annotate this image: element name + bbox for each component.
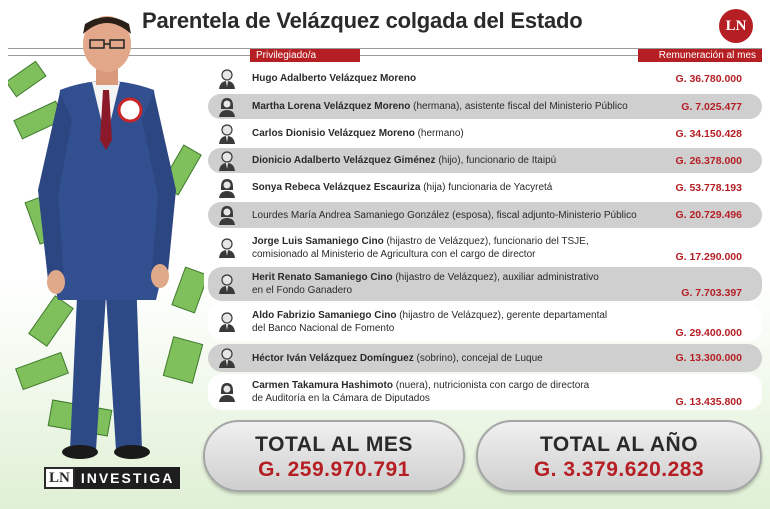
man-icon — [216, 237, 238, 259]
salary-amount: G. 26.378.000 — [675, 154, 742, 167]
person-detail: Lourdes María Andrea Samaniego González (esposa), fiscal adjunto-Ministerio Público — [252, 209, 637, 221]
ln-badge-label: INVESTIGA — [75, 467, 180, 489]
person-name: Carlos Dionisio Velázquez Moreno — [252, 128, 415, 139]
person-name: Carmen Takamura Hashimoto — [252, 380, 393, 391]
person-detail-line2: de Auditoría en la Cámara de Diputados — [252, 393, 430, 404]
row-text — [252, 154, 556, 167]
list-item — [208, 267, 762, 301]
salary-amount: G. 20.729.496 — [675, 209, 742, 221]
page-title: Parentela de Velázquez colgada del Estado — [142, 8, 583, 33]
total-month-box — [203, 420, 465, 492]
salary-amount: G. 34.150.428 — [675, 127, 742, 140]
person-detail: (nuera), nutricionista con cargo de directora — [392, 380, 590, 391]
person-detail: (hijastro de Velázquez), funcionario del TSJE, — [383, 236, 589, 247]
row-text — [252, 100, 628, 113]
row-text — [252, 209, 637, 222]
total-year-label: TOTAL AL AÑO — [539, 433, 699, 456]
person-detail: (hijastro de Velázquez), auxiliar administrativo — [392, 272, 599, 283]
list-item — [208, 303, 762, 341]
salary-amount: G. 17.290.000 — [675, 251, 742, 263]
ln-logo: LN — [719, 9, 753, 43]
row-text — [252, 379, 589, 405]
man-icon — [216, 150, 238, 172]
list-item — [208, 175, 762, 200]
person-name: Héctor Iván Velázquez Domínguez — [252, 352, 414, 364]
salary-amount: G. 29.400.000 — [675, 327, 742, 339]
woman-icon — [216, 204, 238, 226]
person-detail-line2: en el Fondo Ganadero — [252, 285, 353, 296]
total-month-value: G. 259.970.791 — [258, 458, 410, 481]
row-text — [252, 309, 607, 335]
person-detail: (hermano) — [414, 128, 464, 139]
man-icon — [216, 123, 238, 145]
row-text — [252, 127, 464, 140]
woman-icon — [216, 96, 238, 118]
person-name: Martha Lorena Velázquez Moreno — [252, 101, 411, 112]
row-text — [252, 235, 589, 261]
person-detail: (hija) funcionaria de Yacyretá — [420, 182, 553, 193]
list-item — [208, 344, 762, 372]
person-detail-line2: del Banco Nacional de Fomento — [252, 323, 395, 334]
list-item — [208, 202, 762, 228]
woman-icon — [216, 381, 238, 403]
list-item — [208, 66, 762, 91]
man-icon — [216, 347, 238, 369]
person-name: Hugo Adalberto Velázquez Moreno — [252, 73, 417, 84]
salary-amount: G. 7.703.397 — [681, 287, 742, 299]
row-text — [252, 181, 552, 194]
woman-icon — [216, 177, 238, 199]
total-month-label: TOTAL AL MES — [255, 433, 413, 456]
list-item — [208, 148, 762, 173]
list-item — [208, 374, 762, 410]
salary-amount: G. 13.435.800 — [675, 396, 742, 408]
total-year-box — [476, 420, 762, 492]
man-icon — [216, 311, 238, 333]
list-item — [208, 94, 762, 119]
column-header-privileged: Privilegiado/a — [250, 49, 360, 62]
person-detail: (hermana), asistente fiscal del Ministerio Público — [410, 101, 628, 112]
ln-investiga-badge — [44, 467, 180, 489]
salary-amount: G. 53.778.193 — [675, 181, 742, 194]
row-text — [252, 271, 599, 297]
person-name: Herit Renato Samaniego Cino — [252, 272, 393, 283]
person-detail: (hijastro de Velázquez), gerente departamental — [396, 310, 608, 321]
person-name: Sonya Rebeca Velázquez Escauriza — [252, 182, 421, 193]
man-icon — [216, 68, 238, 90]
list-item — [208, 231, 762, 265]
person-name: Dionicio Adalberto Velázquez Giménez — [252, 155, 436, 166]
row-text — [252, 72, 416, 85]
person-detail: (sobrino), concejal de Luque — [413, 352, 543, 364]
list-item — [208, 121, 762, 146]
salary-amount: G. 36.780.000 — [675, 72, 742, 85]
person-detail: (hijo), funcionario de Itaipú — [435, 155, 557, 166]
column-header-remuneration: Remuneración al mes — [638, 49, 762, 62]
total-year-value: G. 3.379.620.283 — [533, 458, 705, 481]
person-name: Aldo Fabrizio Samaniego Cino — [252, 310, 397, 321]
salary-amount: G. 13.300.000 — [675, 352, 742, 364]
person-name: Jorge Luis Samaniego Cino — [252, 236, 384, 247]
person-detail-line2: comisionado al Ministerio de Agricultura con el cargo de director — [252, 249, 536, 260]
man-icon — [216, 273, 238, 295]
ln-badge-logo: LN — [44, 467, 75, 489]
politician-illustration — [8, 10, 204, 470]
salary-amount: G. 7.025.477 — [681, 100, 742, 113]
row-text — [252, 352, 543, 365]
